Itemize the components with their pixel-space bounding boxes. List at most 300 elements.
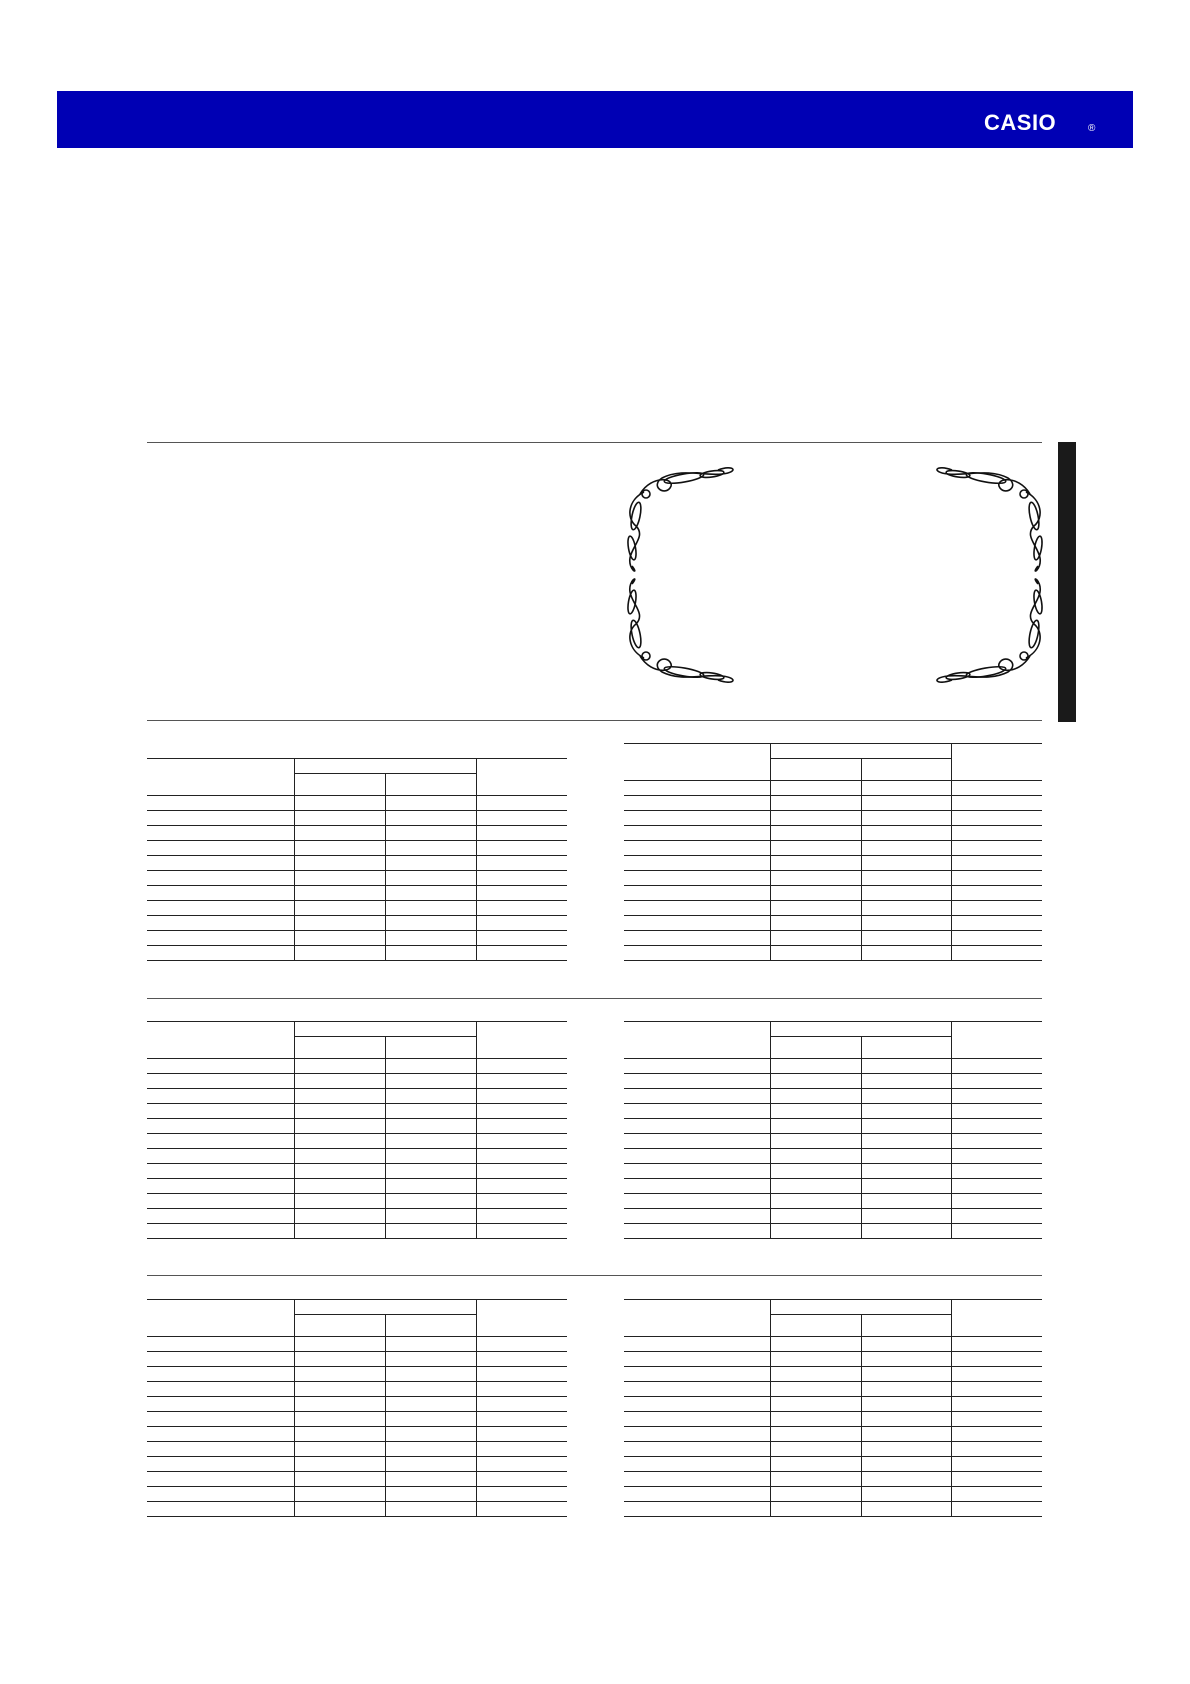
table-cell <box>147 1367 294 1382</box>
table-cell <box>624 1119 770 1134</box>
table-cell <box>861 826 952 841</box>
table-cell <box>476 1194 567 1209</box>
table-cell <box>952 841 1042 856</box>
table-row <box>624 1089 1042 1104</box>
table-cell <box>952 916 1042 931</box>
table-cell <box>294 931 385 946</box>
table-row <box>624 1209 1042 1224</box>
table-cell <box>476 1059 567 1074</box>
table-cell <box>294 1442 385 1457</box>
table-cell <box>385 871 476 886</box>
subheader-cell <box>385 1037 476 1059</box>
table-cell <box>476 1427 567 1442</box>
table-cell <box>294 1412 385 1427</box>
table-cell <box>294 1352 385 1367</box>
table-cell <box>861 1224 952 1239</box>
table-cell <box>952 1059 1042 1074</box>
table-cell <box>624 1382 770 1397</box>
table-row <box>624 841 1042 856</box>
table-cell <box>385 931 476 946</box>
table-cell <box>624 901 770 916</box>
table-cell <box>770 1134 861 1149</box>
table-cell <box>624 856 770 871</box>
table-cell <box>861 1427 952 1442</box>
table-cell <box>770 1209 861 1224</box>
table-cell <box>476 1134 567 1149</box>
table-cell <box>476 1224 567 1239</box>
table-row <box>147 901 567 916</box>
table-cell <box>624 1427 770 1442</box>
table-row <box>624 1337 1042 1352</box>
subheader-cell <box>385 774 476 796</box>
table-cell <box>476 1149 567 1164</box>
table-cell <box>147 946 294 961</box>
table-cell <box>624 1442 770 1457</box>
header-cell-last <box>476 1022 567 1059</box>
table-cell <box>770 1457 861 1472</box>
table-cell <box>952 1119 1042 1134</box>
table-cell <box>476 1397 567 1412</box>
table-cell <box>952 1074 1042 1089</box>
table-cell <box>294 1427 385 1442</box>
table-cell <box>294 1337 385 1352</box>
table-cell <box>385 826 476 841</box>
table-cell <box>770 1149 861 1164</box>
header-cell-label <box>624 1300 770 1337</box>
table-row <box>624 1352 1042 1367</box>
table-cell <box>624 1209 770 1224</box>
header-cell-group <box>294 1300 476 1315</box>
table-cell <box>294 1059 385 1074</box>
subheader-cell <box>861 1037 952 1059</box>
table-row <box>147 916 567 931</box>
table-cell <box>476 1382 567 1397</box>
table-cell <box>952 1457 1042 1472</box>
table-cell <box>624 1134 770 1149</box>
table-cell <box>770 1487 861 1502</box>
header-cell-group <box>770 744 951 759</box>
table-cell <box>861 1059 952 1074</box>
table-row <box>624 871 1042 886</box>
table-row <box>147 1457 567 1472</box>
table-cell <box>952 1089 1042 1104</box>
table-cell <box>147 1442 294 1457</box>
table-cell <box>770 1352 861 1367</box>
table-cell <box>770 826 861 841</box>
subheader-cell <box>770 759 861 781</box>
table-cell <box>952 1224 1042 1239</box>
table-cell <box>294 796 385 811</box>
table-cell <box>294 1149 385 1164</box>
table-header-row <box>147 759 567 774</box>
table-cell <box>770 1502 861 1517</box>
table-row <box>147 1104 567 1119</box>
table-row <box>624 796 1042 811</box>
table-cell <box>952 1134 1042 1149</box>
table-cell <box>770 901 861 916</box>
table-cell <box>861 856 952 871</box>
table-cell <box>147 916 294 931</box>
table-cell <box>294 1224 385 1239</box>
table-cell <box>624 1472 770 1487</box>
table-cell <box>385 1397 476 1412</box>
table-cell <box>770 1397 861 1412</box>
table-row <box>624 1502 1042 1517</box>
table-cell <box>861 796 952 811</box>
table-cell <box>476 1412 567 1427</box>
table-row <box>147 1487 567 1502</box>
table-cell <box>294 1472 385 1487</box>
table-cell <box>770 1089 861 1104</box>
table-cell <box>476 1209 567 1224</box>
table-header-row <box>147 1300 567 1315</box>
header-cell-group <box>770 1022 951 1037</box>
table-cell <box>770 1427 861 1442</box>
table-row <box>147 1382 567 1397</box>
table-cell <box>952 811 1042 826</box>
table-cell <box>385 1337 476 1352</box>
table-row <box>147 1397 567 1412</box>
table-row <box>624 1487 1042 1502</box>
table-row <box>624 1104 1042 1119</box>
table-cell <box>770 1472 861 1487</box>
table-cell <box>294 1367 385 1382</box>
table-cell <box>952 1412 1042 1427</box>
table-cell <box>294 1104 385 1119</box>
svg-text:CASIO: CASIO <box>984 113 1057 133</box>
casio-logo <box>984 113 1099 133</box>
table-cell <box>770 781 861 796</box>
table-row <box>147 811 567 826</box>
table-cell <box>861 1149 952 1164</box>
table-cell <box>861 1179 952 1194</box>
table-cell <box>624 1194 770 1209</box>
header-cell-group <box>294 759 476 774</box>
table-cell <box>385 1224 476 1239</box>
table-cell <box>476 1164 567 1179</box>
svg-text:®: ® <box>1088 123 1096 133</box>
table-cell <box>624 1487 770 1502</box>
table-d <box>624 1021 1042 1239</box>
table-cell <box>770 841 861 856</box>
table-cell <box>624 811 770 826</box>
table-row <box>147 1337 567 1352</box>
table-cell <box>294 946 385 961</box>
table-cell <box>624 841 770 856</box>
table-row <box>624 1382 1042 1397</box>
table-cell <box>861 1337 952 1352</box>
header-cell-last <box>476 759 567 796</box>
table-row <box>147 871 567 886</box>
table-cell <box>952 1382 1042 1397</box>
table-row <box>147 1442 567 1457</box>
table-cell <box>952 856 1042 871</box>
table-cell <box>294 1089 385 1104</box>
table-cell <box>147 1457 294 1472</box>
table-cell <box>770 1164 861 1179</box>
table-cell <box>770 1059 861 1074</box>
table-cell <box>624 1149 770 1164</box>
table-cell <box>385 916 476 931</box>
table-row <box>147 1472 567 1487</box>
table-cell <box>294 1119 385 1134</box>
table-cell <box>294 856 385 871</box>
table-cell <box>476 1502 567 1517</box>
table-cell <box>294 1164 385 1179</box>
table-cell <box>476 1104 567 1119</box>
table-cell <box>385 886 476 901</box>
table-cell <box>952 826 1042 841</box>
table-cell <box>385 1134 476 1149</box>
table-cell <box>476 901 567 916</box>
table-cell <box>624 1164 770 1179</box>
table-cell <box>861 1134 952 1149</box>
table-f <box>624 1299 1042 1517</box>
table-cell <box>385 1149 476 1164</box>
table-cell <box>624 931 770 946</box>
table-cell <box>770 1367 861 1382</box>
table-cell <box>476 826 567 841</box>
table-cell <box>952 796 1042 811</box>
table-cell <box>147 1194 294 1209</box>
table-cell <box>294 1502 385 1517</box>
table-row <box>624 1427 1042 1442</box>
table-cell <box>624 1412 770 1427</box>
table-cell <box>147 886 294 901</box>
header-cell-label <box>624 1022 770 1059</box>
header-cell-label <box>147 759 294 796</box>
table-cell <box>147 1209 294 1224</box>
table-cell <box>624 871 770 886</box>
header-cell-last <box>476 1300 567 1337</box>
table-cell <box>952 1442 1042 1457</box>
table-cell <box>476 1472 567 1487</box>
table-cell <box>952 871 1042 886</box>
table-cell <box>952 1487 1042 1502</box>
table-row <box>147 841 567 856</box>
subheader-cell <box>385 1315 476 1337</box>
table-cell <box>147 796 294 811</box>
header-cell-label <box>147 1300 294 1337</box>
table-row <box>624 1134 1042 1149</box>
table-cell <box>861 871 952 886</box>
table-cell <box>476 871 567 886</box>
table-cell <box>770 916 861 931</box>
table-cell <box>861 1104 952 1119</box>
table-cell <box>770 931 861 946</box>
table-row <box>147 856 567 871</box>
table-row <box>147 1179 567 1194</box>
table-cell <box>476 1367 567 1382</box>
table-cell <box>476 1457 567 1472</box>
table-cell <box>476 1089 567 1104</box>
table-cell <box>861 1457 952 1472</box>
table-cell <box>294 1194 385 1209</box>
table-cell <box>770 1382 861 1397</box>
table-cell <box>952 1179 1042 1194</box>
subheader-cell <box>294 1037 385 1059</box>
table-e <box>147 1299 567 1517</box>
table-cell <box>147 1224 294 1239</box>
table-cell <box>147 1149 294 1164</box>
table-row <box>147 931 567 946</box>
table-cell <box>385 1502 476 1517</box>
table-row <box>147 1194 567 1209</box>
table-row <box>624 1119 1042 1134</box>
table-cell <box>476 796 567 811</box>
table-cell <box>476 886 567 901</box>
table-row <box>624 916 1042 931</box>
table-cell <box>147 1074 294 1089</box>
table-row <box>624 1457 1042 1472</box>
table-cell <box>385 1442 476 1457</box>
table-cell <box>624 1457 770 1472</box>
table-cell <box>770 856 861 871</box>
table-cell <box>861 1367 952 1382</box>
table-cell <box>952 1194 1042 1209</box>
table-cell <box>624 1179 770 1194</box>
table-cell <box>624 1089 770 1104</box>
table-cell <box>147 871 294 886</box>
table-cell <box>385 1427 476 1442</box>
table-row <box>147 1412 567 1427</box>
table-row <box>624 1412 1042 1427</box>
table-cell <box>385 1457 476 1472</box>
table-cell <box>624 886 770 901</box>
table-c <box>147 1021 567 1239</box>
table-cell <box>385 856 476 871</box>
table-cell <box>952 931 1042 946</box>
table-cell <box>385 1412 476 1427</box>
table-cell <box>147 1337 294 1352</box>
table-cell <box>624 1059 770 1074</box>
table-cell <box>294 1487 385 1502</box>
table-cell <box>476 856 567 871</box>
table-cell <box>770 1337 861 1352</box>
header-cell-last <box>952 744 1042 781</box>
table-cell <box>147 1427 294 1442</box>
table-row <box>624 1074 1042 1089</box>
table-row <box>624 1224 1042 1239</box>
section-rule-middle <box>147 998 1042 999</box>
table-row <box>624 1367 1042 1382</box>
subheader-cell <box>770 1315 861 1337</box>
table-row <box>147 1352 567 1367</box>
table-cell <box>861 841 952 856</box>
table-cell <box>385 1119 476 1134</box>
table-cell <box>861 886 952 901</box>
table-cell <box>385 841 476 856</box>
table-cell <box>861 1487 952 1502</box>
table-cell <box>147 1134 294 1149</box>
table-row <box>147 1074 567 1089</box>
table-row <box>147 1502 567 1517</box>
table-cell <box>952 781 1042 796</box>
table-row <box>147 1149 567 1164</box>
table-cell <box>294 1074 385 1089</box>
table-cell <box>147 1352 294 1367</box>
table-cell <box>147 1487 294 1502</box>
table-cell <box>147 841 294 856</box>
table-cell <box>624 1367 770 1382</box>
table-cell <box>861 1472 952 1487</box>
table-cell <box>385 1367 476 1382</box>
table-cell <box>147 856 294 871</box>
table-cell <box>385 1487 476 1502</box>
header-band <box>57 91 1133 148</box>
table-cell <box>294 1382 385 1397</box>
table-cell <box>476 916 567 931</box>
table-cell <box>952 1427 1042 1442</box>
table-cell <box>770 1074 861 1089</box>
table-row <box>147 946 567 961</box>
table-cell <box>147 1119 294 1134</box>
table-cell <box>294 886 385 901</box>
table-cell <box>952 1337 1042 1352</box>
table-cell <box>770 1194 861 1209</box>
table-cell <box>770 1119 861 1134</box>
table-cell <box>861 1502 952 1517</box>
table-row <box>624 826 1042 841</box>
table-cell <box>952 1149 1042 1164</box>
table-cell <box>861 1209 952 1224</box>
table-cell <box>624 796 770 811</box>
table-row <box>147 1224 567 1239</box>
table-cell <box>385 1179 476 1194</box>
table-cell <box>294 1397 385 1412</box>
table-cell <box>385 1472 476 1487</box>
table-cell <box>770 1104 861 1119</box>
table-cell <box>952 1502 1042 1517</box>
table-cell <box>385 1089 476 1104</box>
table-cell <box>624 1224 770 1239</box>
table-row <box>624 781 1042 796</box>
table-row <box>624 901 1042 916</box>
table-cell <box>147 1104 294 1119</box>
table-cell <box>861 1352 952 1367</box>
table-cell <box>476 931 567 946</box>
table-cell <box>770 1179 861 1194</box>
table-cell <box>476 1179 567 1194</box>
side-index-tab <box>1058 442 1076 722</box>
table-cell <box>624 1352 770 1367</box>
table-cell <box>476 841 567 856</box>
table-cell <box>294 1209 385 1224</box>
table-cell <box>952 1164 1042 1179</box>
table-cell <box>952 1367 1042 1382</box>
table-row <box>147 1367 567 1382</box>
table-row <box>624 946 1042 961</box>
table-cell <box>624 1074 770 1089</box>
table-cell <box>385 1059 476 1074</box>
table-row <box>147 886 567 901</box>
table-cell <box>952 1397 1042 1412</box>
table-cell <box>294 1134 385 1149</box>
table-row <box>147 1119 567 1134</box>
table-cell <box>147 901 294 916</box>
table-cell <box>147 1179 294 1194</box>
table-cell <box>476 1074 567 1089</box>
table-cell <box>861 1442 952 1457</box>
table-cell <box>385 946 476 961</box>
table-row <box>624 1179 1042 1194</box>
table-cell <box>147 1089 294 1104</box>
table-row <box>147 1089 567 1104</box>
table-cell <box>861 946 952 961</box>
table-cell <box>770 946 861 961</box>
table-row <box>147 1134 567 1149</box>
table-cell <box>861 1382 952 1397</box>
